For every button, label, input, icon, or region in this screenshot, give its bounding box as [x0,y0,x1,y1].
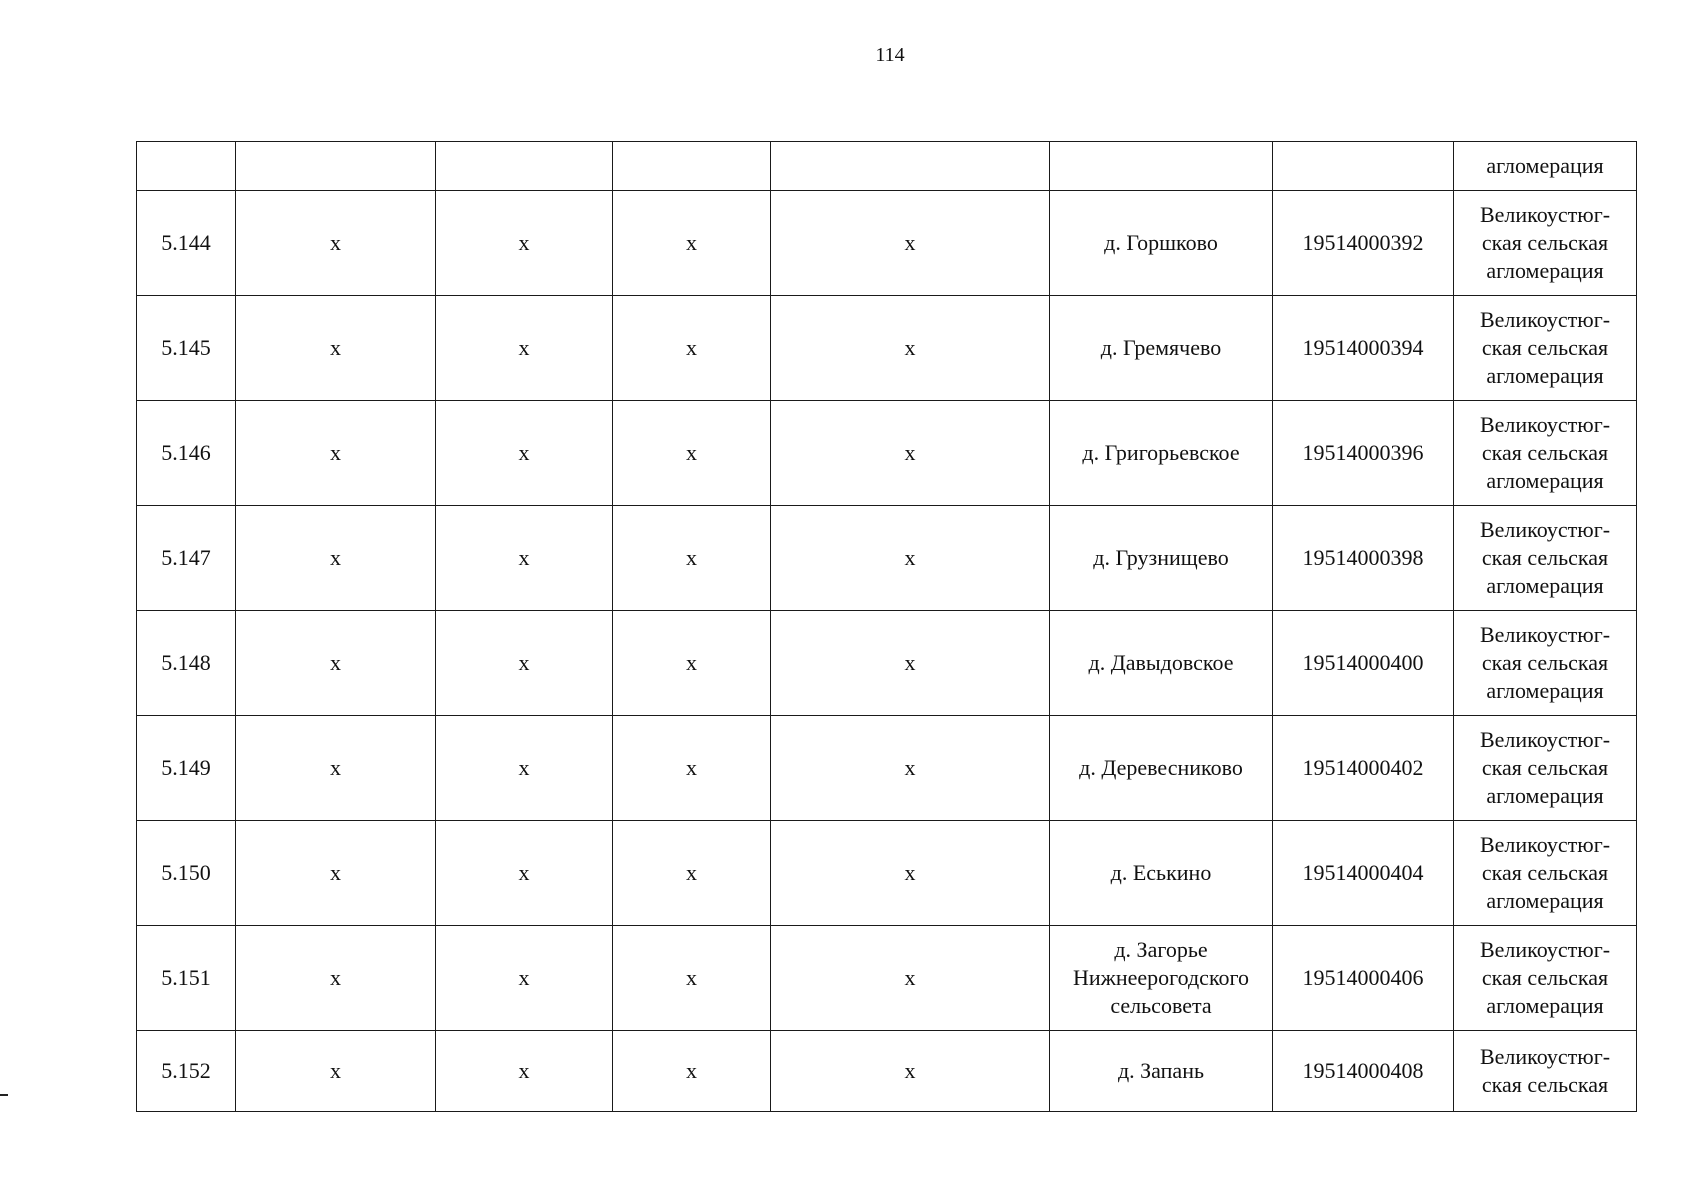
cell-num: 5.147 [137,506,236,611]
cell-col4: х [613,191,771,296]
cell-code: 19514000404 [1273,821,1454,926]
cell-col2: х [236,926,436,1031]
cell-settlement: д. Еськино [1050,821,1273,926]
table-row [137,506,1637,611]
cell-col2: х [236,821,436,926]
cell-col5: х [771,926,1050,1031]
cell-num: 5.150 [137,821,236,926]
cell-col3: х [436,716,613,821]
table-row [137,401,1637,506]
cell-aglomeration: Великоустюг- ская сельская [1454,1031,1637,1112]
cell-col3 [436,142,613,191]
cell-code: 19514000402 [1273,716,1454,821]
cell-col5 [771,142,1050,191]
table-row [137,296,1637,401]
cell-aglomeration: Великоустюг- ская сельская агломерация [1454,611,1637,716]
cell-code: 19514000394 [1273,296,1454,401]
cell-num: 5.148 [137,611,236,716]
cell-col3: х [436,1031,613,1112]
cell-code: 19514000392 [1273,191,1454,296]
cell-col2: х [236,506,436,611]
cell-col5: х [771,611,1050,716]
page-number: 114 [875,44,905,66]
cell-aglomeration: агломерация [1454,142,1637,191]
cell-col4: х [613,716,771,821]
cell-col4 [613,142,771,191]
cell-col4: х [613,296,771,401]
cell-settlement: д. Горшково [1050,191,1273,296]
table-row [137,821,1637,926]
cell-col5: х [771,821,1050,926]
cell-settlement [1050,142,1273,191]
cell-col4: х [613,821,771,926]
cell-settlement: д. Грузнищево [1050,506,1273,611]
cell-aglomeration: Великоустюг- ская сельская агломерация [1454,296,1637,401]
cell-col3: х [436,821,613,926]
cell-col3: х [436,611,613,716]
cell-col2: х [236,1031,436,1112]
cell-col5: х [771,506,1050,611]
cell-aglomeration: Великоустюг- ская сельская агломерация [1454,191,1637,296]
table-row [137,716,1637,821]
cell-aglomeration: Великоустюг- ская сельская агломерация [1454,926,1637,1031]
cell-num: 5.144 [137,191,236,296]
cell-aglomeration: Великоустюг- ская сельская агломерация [1454,506,1637,611]
cell-aglomeration: Великоустюг- ская сельская агломерация [1454,821,1637,926]
table-row [137,926,1637,1031]
cell-num: 5.146 [137,401,236,506]
cell-col5: х [771,401,1050,506]
table-row [137,142,1637,191]
cell-col5: х [771,296,1050,401]
cell-col3: х [436,191,613,296]
cell-settlement: д. Загорье Нижнеерогодского сельсовета [1050,926,1273,1031]
cell-col4: х [613,1031,771,1112]
cell-col3: х [436,926,613,1031]
margin-mark [0,1094,8,1096]
cell-settlement: д. Деревесниково [1050,716,1273,821]
cell-col3: х [436,296,613,401]
cell-settlement: д. Давыдовское [1050,611,1273,716]
cell-col4: х [613,401,771,506]
cell-col4: х [613,611,771,716]
cell-col3: х [436,506,613,611]
cell-col5: х [771,1031,1050,1112]
cell-col5: х [771,191,1050,296]
settlements-table [136,141,1637,1112]
cell-col4: х [613,926,771,1031]
cell-col2: х [236,191,436,296]
cell-settlement: д. Запань [1050,1031,1273,1112]
cell-col2: х [236,716,436,821]
cell-code: 19514000406 [1273,926,1454,1031]
cell-col2: х [236,401,436,506]
cell-settlement: д. Григорьевское [1050,401,1273,506]
cell-num: 5.151 [137,926,236,1031]
cell-col3: х [436,401,613,506]
cell-num [137,142,236,191]
cell-aglomeration: Великоустюг- ская сельская агломерация [1454,401,1637,506]
cell-col2 [236,142,436,191]
table-row [137,611,1637,716]
cell-settlement: д. Гремячево [1050,296,1273,401]
table-row [137,191,1637,296]
cell-code: 19514000408 [1273,1031,1454,1112]
table-row [137,1031,1637,1112]
cell-aglomeration: Великоустюг- ская сельская агломерация [1454,716,1637,821]
cell-code [1273,142,1454,191]
cell-num: 5.152 [137,1031,236,1112]
cell-code: 19514000400 [1273,611,1454,716]
cell-col4: х [613,506,771,611]
cell-col2: х [236,296,436,401]
cell-num: 5.145 [137,296,236,401]
cell-num: 5.149 [137,716,236,821]
cell-code: 19514000398 [1273,506,1454,611]
cell-col2: х [236,611,436,716]
cell-col5: х [771,716,1050,821]
cell-code: 19514000396 [1273,401,1454,506]
